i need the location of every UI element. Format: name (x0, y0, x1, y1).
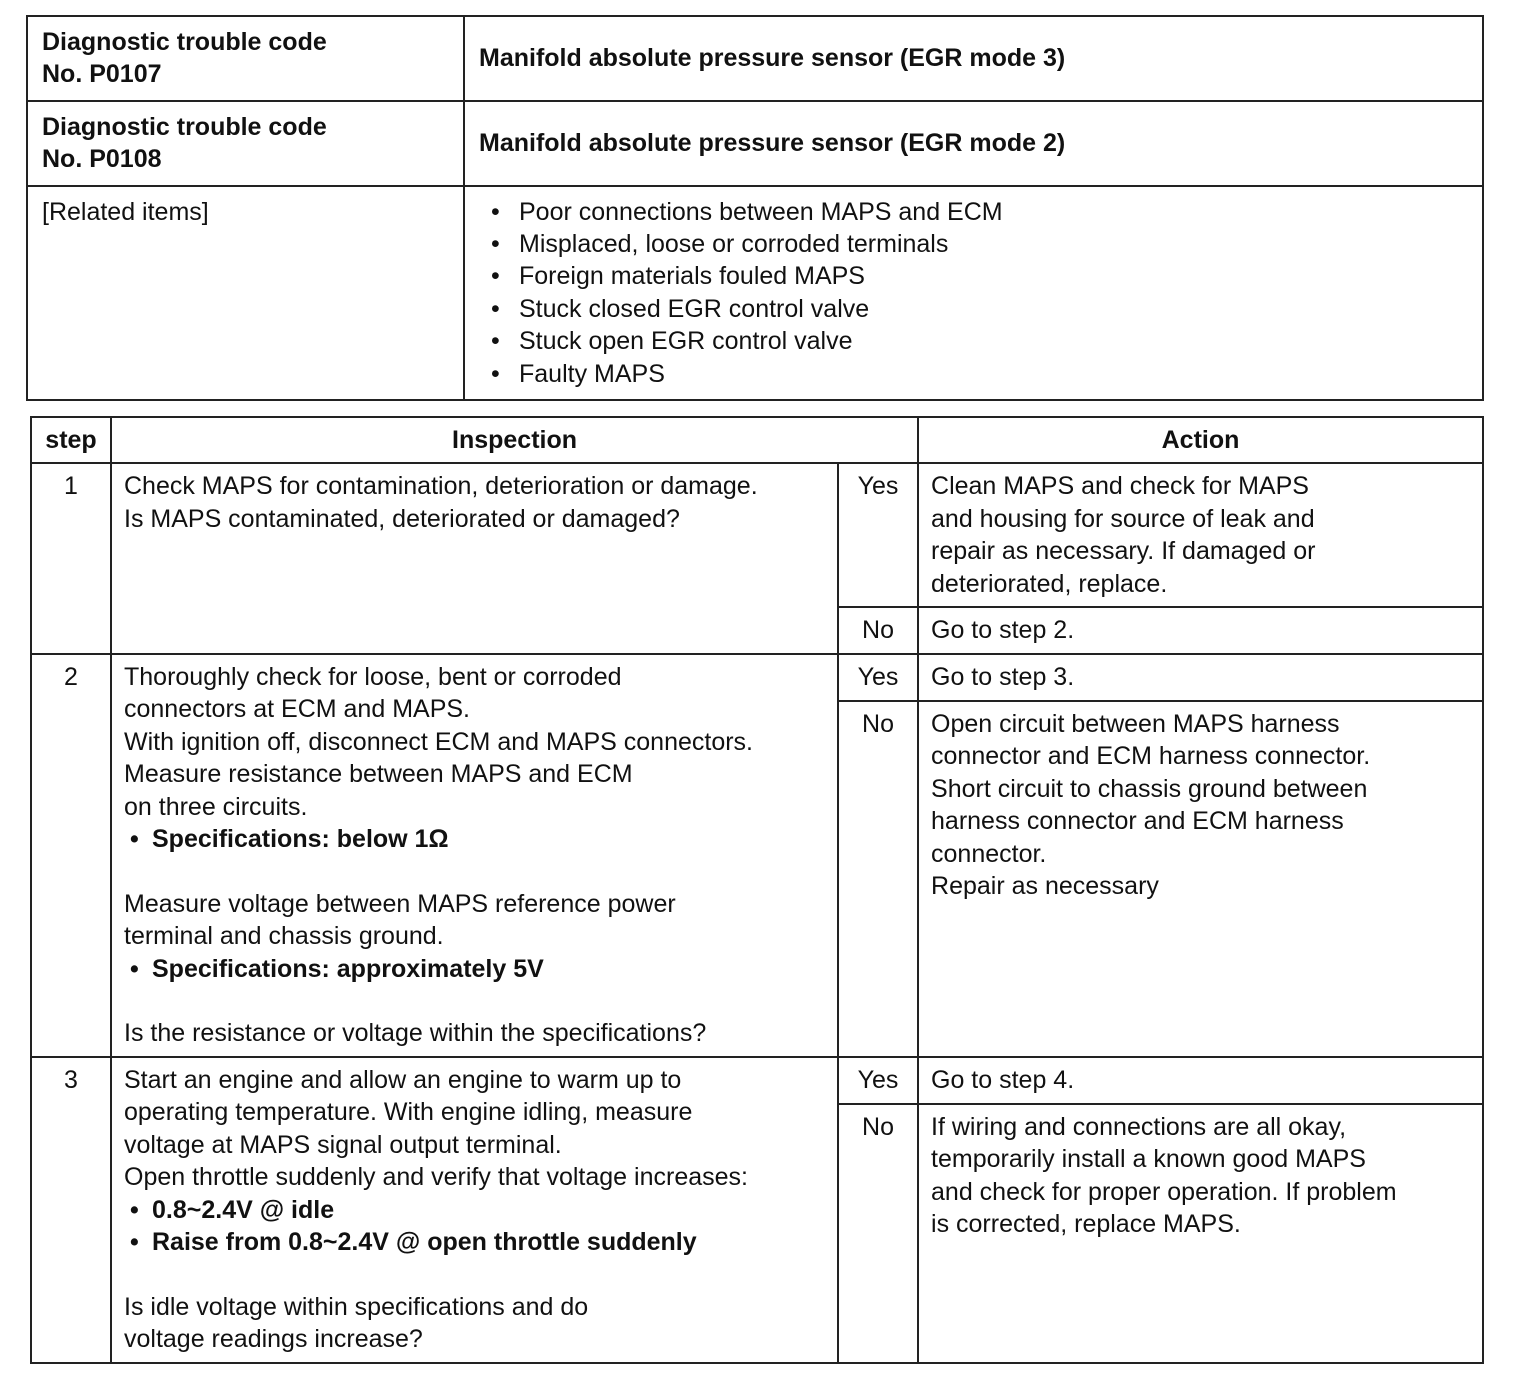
action-line: Repair as necessary (931, 872, 1159, 901)
inspection-line: Open throttle suddenly and verify that voltage increases: (124, 1163, 748, 1192)
inspection-step-table (30, 416, 1484, 1364)
dtc-description: Manifold absolute pressure sensor (EGR mode 3) (464, 16, 1483, 101)
list-item: • Poor connections between MAPS and ECM (519, 196, 1468, 228)
table-row (31, 654, 1483, 701)
no-action: Go to step 2. (918, 607, 1483, 654)
specification: • Specifications: below 1Ω (124, 823, 825, 855)
list-item: • Stuck open EGR control valve (519, 325, 1468, 357)
inspection-line: Thoroughly check for loose, bent or corroded (124, 663, 622, 692)
action-line: deteriorated, replace. (931, 569, 1168, 598)
dtc-code-cell (27, 16, 464, 101)
table-row (31, 1057, 1483, 1104)
header-action: Action (918, 417, 1483, 463)
yes-action: Go to step 3. (918, 654, 1483, 701)
action-line: Short circuit to chassis ground between (931, 774, 1368, 803)
dtc-description: Manifold absolute pressure sensor (EGR mode 2) (464, 101, 1483, 186)
step-number: 2 (31, 654, 111, 1057)
dtc-label: Diagnostic trouble code (42, 28, 327, 56)
step-number: 1 (31, 463, 111, 654)
inspection-line: Start an engine and allow an engine to warm up to (124, 1065, 682, 1094)
related-items-list (479, 196, 1468, 390)
action-line: If wiring and connections are all okay, (931, 1112, 1347, 1141)
inspection-line: Is MAPS contaminated, deteriorated or damaged? (124, 504, 680, 533)
action-line: Clean MAPS and check for MAPS (931, 472, 1309, 501)
list-item: • Misplaced, loose or corroded terminals (519, 228, 1468, 260)
yes-action (918, 463, 1483, 607)
no-label: No (838, 607, 918, 654)
specification: • Specifications: approximately 5V (124, 953, 825, 985)
step-inspection (111, 463, 838, 654)
header-step: step (31, 417, 111, 463)
action-line: connector. (931, 839, 1047, 868)
list-item: • Foreign materials fouled MAPS (519, 260, 1468, 292)
table-row (31, 463, 1483, 607)
inspection-line: Measure voltage between MAPS reference power (124, 889, 676, 918)
step-inspection (111, 654, 838, 1057)
yes-label: Yes (838, 1057, 918, 1104)
step-inspection (111, 1057, 838, 1363)
no-label: No (838, 701, 918, 1057)
no-label: No (838, 1104, 918, 1363)
inspection-line: Check MAPS for contamination, deterioration or damage. (124, 472, 758, 501)
inspection-line: voltage at MAPS signal output terminal. (124, 1130, 562, 1159)
action-line: and check for proper operation. If problem (931, 1177, 1397, 1206)
dtc-number: No. P0107 (42, 60, 162, 89)
inspection-line: terminal and chassis ground. (124, 922, 444, 951)
yes-label: Yes (838, 463, 918, 607)
specification: • 0.8~2.4V @ idle (124, 1194, 825, 1226)
action-line: is corrected, replace MAPS. (931, 1210, 1241, 1239)
related-items-label: [Related items] (27, 186, 464, 400)
inspection-line: on three circuits. (124, 792, 308, 821)
dtc-number: No. P0108 (42, 145, 162, 174)
inspection-line: connectors at ECM and MAPS. (124, 695, 470, 724)
yes-label: Yes (838, 654, 918, 701)
related-items-cell (464, 186, 1483, 400)
specification: • Raise from 0.8~2.4V @ open throttle suddenly (124, 1226, 825, 1258)
no-action (918, 1104, 1483, 1363)
inspection-line: Measure resistance between MAPS and ECM (124, 760, 633, 789)
inspection-line: With ignition off, disconnect ECM and MAPS connectors. (124, 727, 754, 756)
inspection-line: operating temperature. With engine idling, measure (124, 1098, 693, 1127)
step-number: 3 (31, 1057, 111, 1363)
list-item: • Faulty MAPS (519, 358, 1468, 390)
related-items-row (27, 186, 1483, 400)
action-line: harness connector and ECM harness (931, 807, 1344, 836)
inspection-question: Is the resistance or voltage within the specifications? (124, 1019, 707, 1048)
dtc-row-p0108 (27, 101, 1483, 186)
action-line: connector and ECM harness connector. (931, 742, 1371, 771)
inspection-question: voltage readings increase? (124, 1325, 423, 1354)
dtc-row-p0107 (27, 16, 1483, 101)
action-line: repair as necessary. If damaged or (931, 537, 1316, 566)
table-header-row (31, 417, 1483, 463)
no-action (918, 701, 1483, 1057)
dtc-label: Diagnostic trouble code (42, 112, 327, 141)
action-line: and housing for source of leak and (931, 504, 1315, 533)
inspection-question: Is idle voltage within specifications and do (124, 1292, 589, 1321)
list-item: • Stuck closed EGR control valve (519, 293, 1468, 325)
action-line: Open circuit between MAPS harness (931, 710, 1340, 739)
dtc-info-table (26, 15, 1484, 401)
dtc-code-cell (27, 101, 464, 186)
header-inspection: Inspection (111, 417, 918, 463)
yes-action: Go to step 4. (918, 1057, 1483, 1104)
action-line: temporarily install a known good MAPS (931, 1145, 1366, 1174)
